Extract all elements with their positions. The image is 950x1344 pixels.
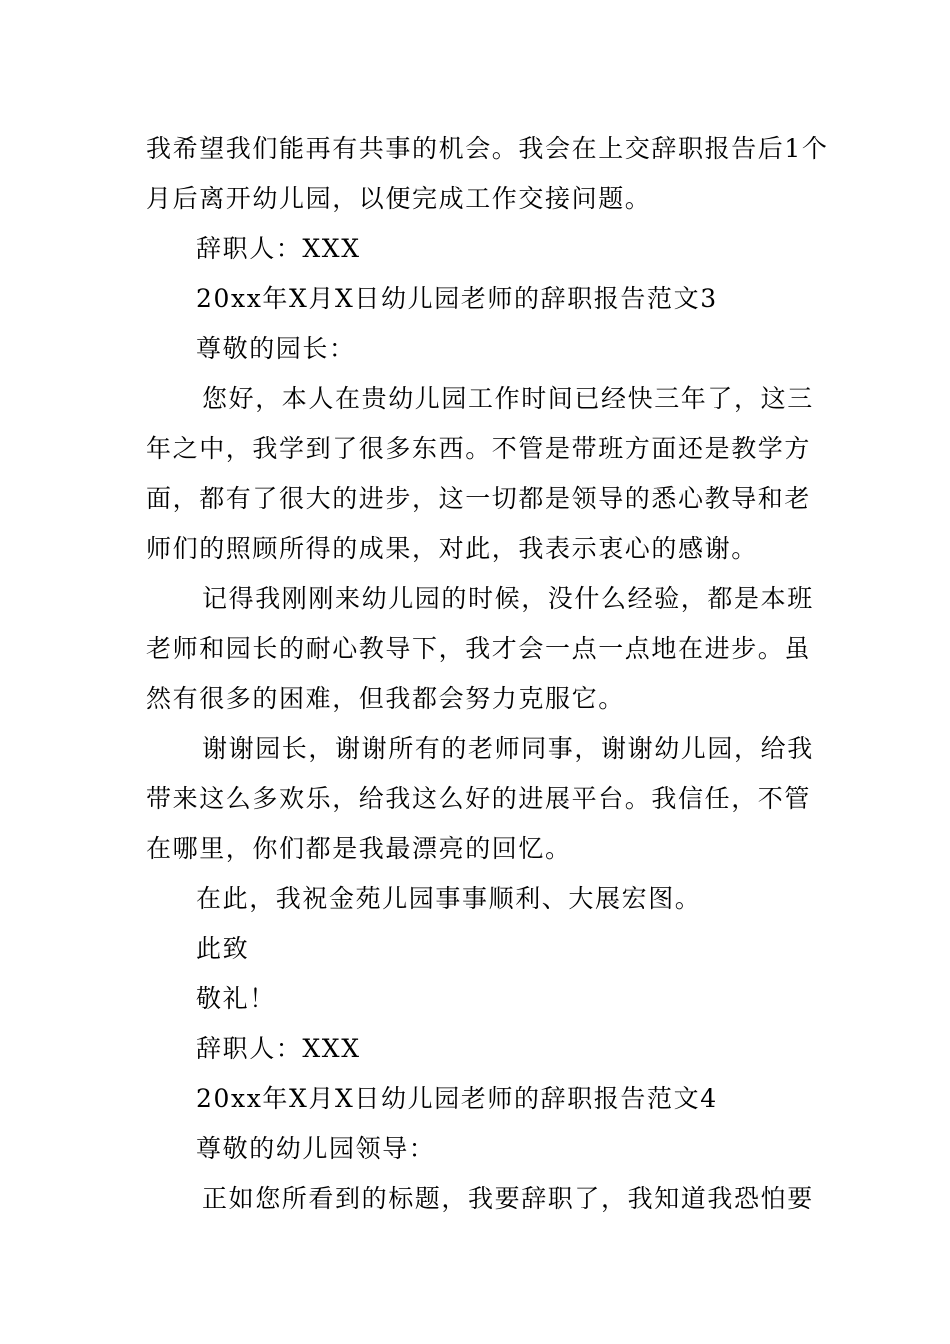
text-line: 然有很多的困难，但我都会努力克服它。 [146,684,625,713]
closing-line: 敬礼！ [196,984,276,1013]
text-line: 正如您所看到的标题，我要辞职了，我知道我恐怕要 [202,1184,814,1213]
salutation: 尊敬的园长： [196,334,356,363]
text-line: 师们的照顾所得的成果，对此，我表示衷心的感谢。 [146,534,758,563]
signature-line: 辞职人：XXX [196,234,361,263]
section-heading: 20xx年X月X日幼儿园老师的辞职报告范文3 [196,284,718,313]
text-line: 月后离开幼儿园，以便完成工作交接问题。 [146,184,652,213]
text-line: 记得我刚刚来幼儿园的时候，没什么经验，都是本班 [202,584,814,613]
salutation: 尊敬的幼儿园领导： [196,1134,436,1163]
text-line: 面，都有了很大的进步，这一切都是领导的悉心教导和老 [146,484,812,513]
text-line: 带来这么多欢乐，给我这么好的进展平台。我信任，不管 [146,784,812,813]
text-line: 年之中，我学到了很多东西。不管是带班方面还是教学方 [146,434,812,463]
text-line: 您好，本人在贵幼儿园工作时间已经快三年了，这三 [202,384,814,413]
document-body [146,124,829,1224]
section-heading: 20xx年X月X日幼儿园老师的辞职报告范文4 [196,1084,718,1113]
closing-line: 此致 [196,934,250,963]
text-line: 在此，我祝金苑儿园事事顺利、大展宏图。 [196,884,702,913]
text-line: 老师和园长的耐心教导下，我才会一点一点地在进步。虽 [146,634,812,663]
text-line: 谢谢园长，谢谢所有的老师同事，谢谢幼儿园，给我 [202,734,814,763]
text-line: 我希望我们能再有共事的机会。我会在上交辞职报告后1个 [146,134,829,163]
signature-line: 辞职人：XXX [196,1034,361,1063]
text-line: 在哪里，你们都是我最漂亮的回忆。 [146,834,572,863]
